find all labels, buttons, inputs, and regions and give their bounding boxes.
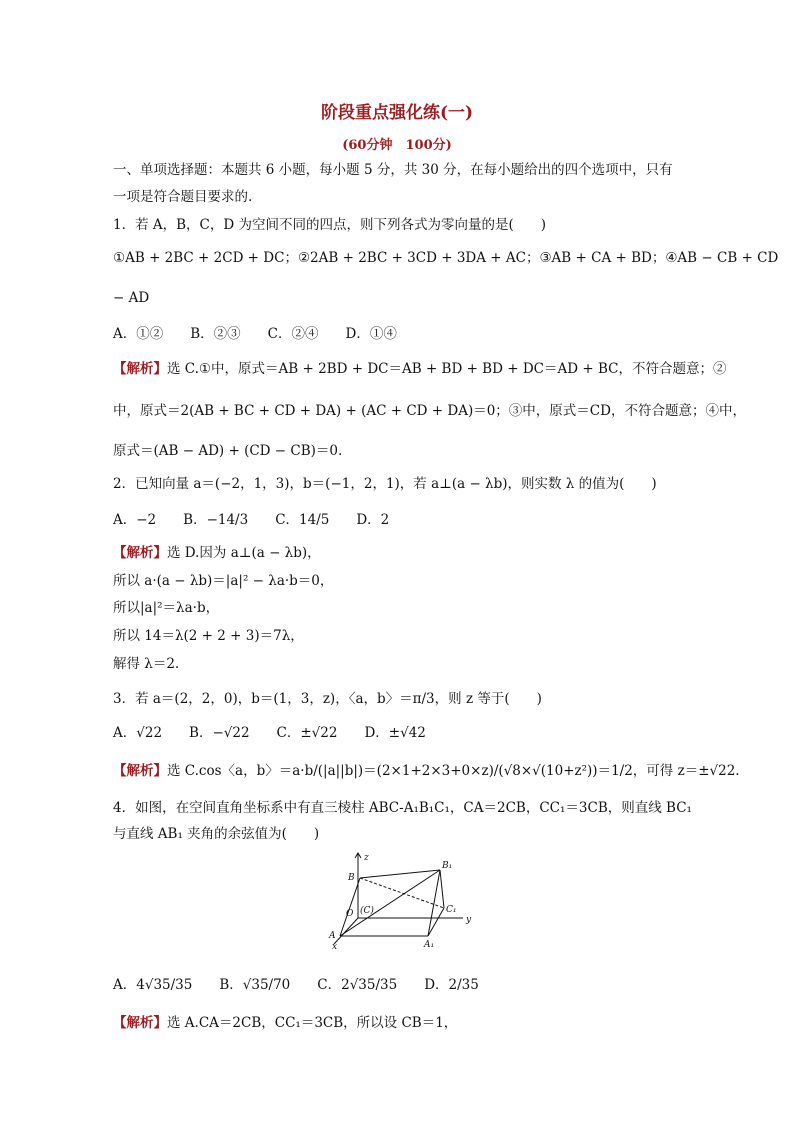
q1-solution-tag: 【解析】 — [113, 361, 167, 377]
x-axis — [334, 918, 358, 944]
q4-solution-text-1: 选 A.CA＝2CB，CC₁＝3CB，所以设 CB＝1， — [167, 1015, 458, 1031]
line-bc1 — [360, 878, 444, 908]
q1-solution-line-1 — [113, 359, 726, 379]
line-ab1 — [340, 870, 440, 936]
fig-label-o: O — [346, 909, 354, 919]
q3-stem: 3．若 a＝(2，2，0)，b＝(1，3，z)，〈a，b〉＝π/3，则 z 等于( ) — [113, 691, 542, 707]
section-intro-line-1: 一、单项选择题：本题共 6 小题，每小题 5 分，共 30 分，在每小题给出的四个选项中，只有 — [113, 162, 673, 178]
q4-stem-line-2: 与直线 AB₁ 夹角的余弦值为( ) — [113, 826, 320, 842]
fig-label-b1: B₁ — [442, 861, 453, 871]
fig-label-a: A — [329, 931, 336, 941]
section-intro-line-2: 一项是符合题目要求的. — [113, 189, 253, 205]
q1-solution-line-2: 中，原式＝2(AB + BC + CD + DA) + (AC + CD + DA)＝0；③中，原式＝CD，不符合题意；④中， — [113, 403, 746, 419]
q4-solution-tag: 【解析】 — [113, 1015, 167, 1031]
edge-b-b1 — [360, 870, 440, 878]
q1-stem: 1．若 A，B，C，D 为空间不同的四点，则下列各式为零向量的是( ) — [113, 217, 547, 233]
q2-solution-line-3: 所以|a|²＝λa·b， — [113, 600, 220, 616]
q1-options: A．①② B．②③ C．②④ D．①④ — [113, 326, 397, 342]
q1-expr-line-2: − AD — [113, 290, 150, 306]
edge-b1-c1 — [440, 870, 444, 908]
fig-label-a1: A₁ — [424, 940, 435, 950]
q1-solution-text-1: 选 C.①中，原式＝AB + 2BD + DC＝AB + BD + BD + DC＝AD + BC，不符合题意；② — [167, 361, 727, 377]
page-subtitle: (60分钟 100分) — [342, 138, 452, 153]
q4-solution-line-1 — [113, 1013, 457, 1033]
fig-label-z: z — [364, 853, 369, 863]
q2-solution-tag: 【解析】 — [113, 545, 167, 561]
q3-solution-tag: 【解析】 — [113, 763, 167, 779]
prism-figure — [318, 850, 478, 950]
q4-options: A．4√35/35 B．√35/70 C．2√35/35 D．2/35 — [113, 977, 479, 993]
q2-solution-text-1: 选 D.因为 a⊥(a − λb)， — [167, 545, 321, 561]
q2-options: A．−2 B．−14/3 C．14/5 D．2 — [113, 512, 390, 528]
q1-expr-line-1: ①AB + 2BC + 2CD + DC；②2AB + 2BC + 3CD + 3DA + AC；③AB + CA + BD；④AB − CB + CD — [113, 250, 779, 266]
fig-label-c: (C) — [360, 906, 374, 916]
fig-label-x: x — [332, 942, 338, 950]
q4-stem-line-1: 4．如图，在空间直角坐标系中有直三棱柱 ABC-A₁B₁C₁，CA＝2CB，CC₁＝3CB，则直线 BC₁ — [113, 800, 692, 816]
fig-label-b: B — [348, 873, 355, 883]
q1-solution-line-3: 原式＝(AB − AD) + (CD − CB)＝0. — [113, 443, 343, 459]
q2-solution-line-4: 所以 14＝λ(2 + 2 + 3)＝7λ， — [113, 628, 304, 644]
page-title: 阶段重点强化练(一) — [320, 103, 474, 123]
q2-solution-line-1 — [113, 543, 321, 563]
q2-solution-line-5: 解得 λ＝2. — [113, 656, 180, 672]
q3-solution-line-1 — [113, 761, 740, 781]
q2-stem: 2．已知向量 a＝(−2，1，3)，b＝(−1，2，1)，若 a⊥(a − λb)，则实数 λ 的值为( ) — [113, 476, 657, 492]
fig-label-y: y — [466, 915, 472, 925]
fig-label-c1: C₁ — [446, 905, 457, 915]
q3-solution-text-1: 选 C.cos〈a，b〉＝a·b/(|a||b|)＝(2×1+2×3+0×z)/(√8×√(10+z²))＝1/2，可得 z＝±√22. — [167, 763, 740, 779]
q3-options: A．√22 B．−√22 C．±√22 D．±√42 — [113, 725, 426, 741]
q2-solution-line-2: 所以 a·(a − λb)＝|a|² − λa·b＝0， — [113, 573, 334, 589]
